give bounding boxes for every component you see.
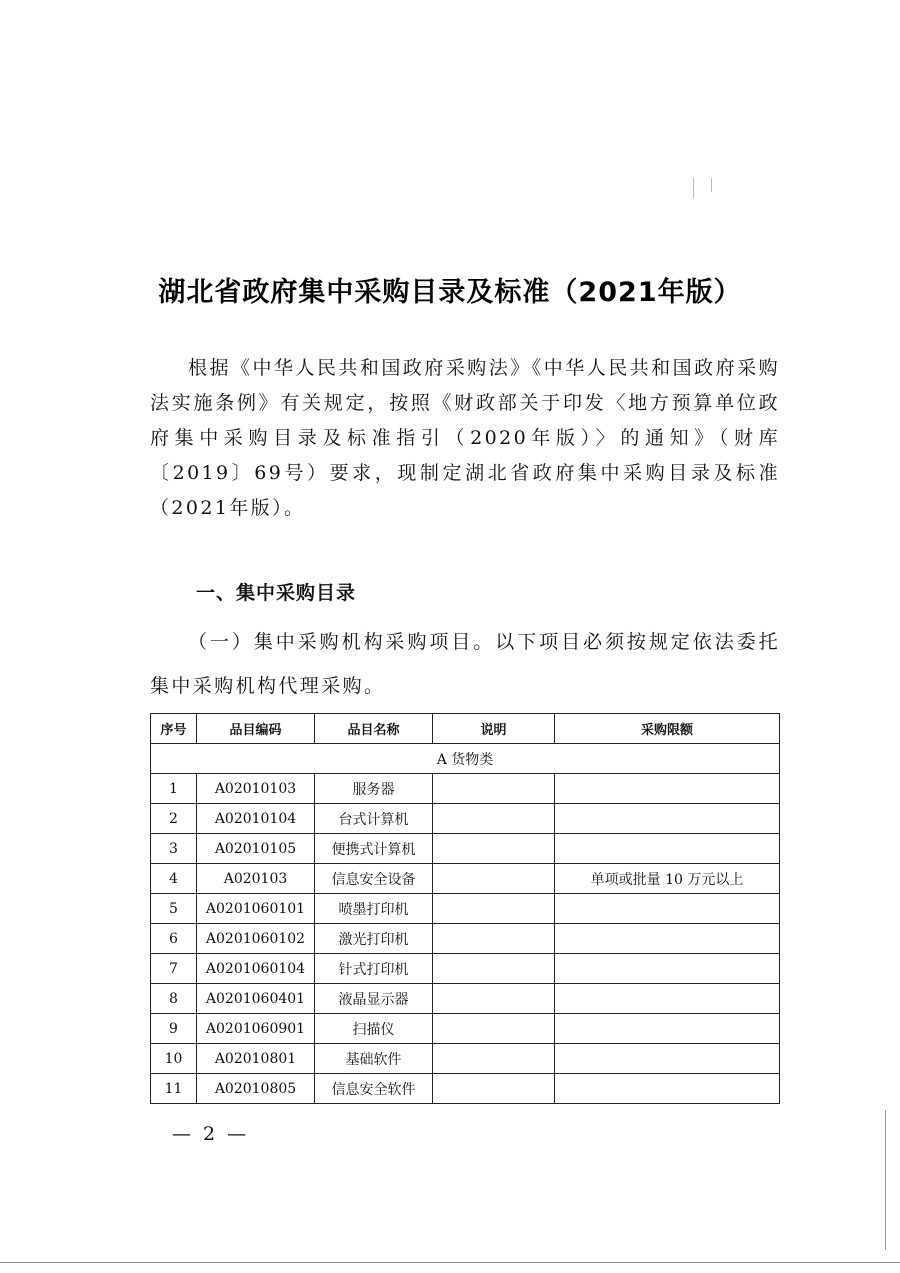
row-number: 7 xyxy=(151,954,197,984)
row-note xyxy=(433,924,555,954)
row-note xyxy=(433,984,555,1014)
row-number: 5 xyxy=(151,894,197,924)
row-code: A0201060101 xyxy=(197,894,315,924)
row-name: 台式计算机 xyxy=(315,804,433,834)
row-number: 11 xyxy=(151,1074,197,1104)
intro-paragraph: 根据《中华人民共和国政府采购法》《中华人民共和国政府采购法实施条例》有关规定，按照《财政部关于印发〈地方预算单位政府集中采购目录及标准指引（2020年版）〉的通知》（财库〔2019〕69号）要求，现制定湖北省政府集中采购目录及标准（2021年版）。 xyxy=(150,357,780,519)
row-limit: 单项或批量 10 万元以上 xyxy=(555,864,780,894)
table-row xyxy=(151,924,780,954)
row-code: A02010104 xyxy=(197,804,315,834)
scan-mark xyxy=(711,178,712,192)
table-row xyxy=(151,1014,780,1044)
table-header-row xyxy=(151,714,780,744)
row-limit xyxy=(555,924,780,954)
row-note xyxy=(433,834,555,864)
category-row xyxy=(151,744,780,774)
row-limit xyxy=(555,1074,780,1104)
header-name: 品目名称 xyxy=(315,714,433,744)
section-heading: 一、集中采购目录 xyxy=(196,582,357,604)
row-code: A020103 xyxy=(197,864,315,894)
row-limit xyxy=(555,834,780,864)
category-label: A 货物类 xyxy=(151,744,780,774)
row-code: A02010103 xyxy=(197,774,315,804)
table-row xyxy=(151,804,780,834)
table-row xyxy=(151,1074,780,1104)
row-number: 9 xyxy=(151,1014,197,1044)
row-number: 1 xyxy=(151,774,197,804)
row-code: A02010805 xyxy=(197,1074,315,1104)
row-note xyxy=(433,1014,555,1044)
table-row xyxy=(151,1044,780,1074)
row-number: 10 xyxy=(151,1044,197,1074)
table-row xyxy=(151,984,780,1014)
row-code: A02010105 xyxy=(197,834,315,864)
row-note xyxy=(433,1074,555,1104)
row-name: 液晶显示器 xyxy=(315,984,433,1014)
header-no: 序号 xyxy=(151,714,197,744)
table-row xyxy=(151,834,780,864)
header-code: 品目编码 xyxy=(197,714,315,744)
row-code: A0201060901 xyxy=(197,1014,315,1044)
row-number: 3 xyxy=(151,834,197,864)
table-row xyxy=(151,864,780,894)
row-code: A0201060102 xyxy=(197,924,315,954)
row-name: 服务器 xyxy=(315,774,433,804)
row-name: 喷墨打印机 xyxy=(315,894,433,924)
page-edge-right xyxy=(885,1110,886,1250)
row-code: A0201060104 xyxy=(197,954,315,984)
row-limit xyxy=(555,774,780,804)
table-row xyxy=(151,894,780,924)
row-name: 信息安全设备 xyxy=(315,864,433,894)
row-name: 激光打印机 xyxy=(315,924,433,954)
row-number: 6 xyxy=(151,924,197,954)
row-number: 4 xyxy=(151,864,197,894)
row-note xyxy=(433,804,555,834)
row-name: 信息安全软件 xyxy=(315,1074,433,1104)
subsection-paragraph: （一）集中采购机构采购项目。以下项目必须按规定依法委托集中采购机构代理采购。 xyxy=(150,631,780,697)
row-note xyxy=(433,1044,555,1074)
header-note: 说明 xyxy=(433,714,555,744)
row-number: 2 xyxy=(151,804,197,834)
row-name: 便携式计算机 xyxy=(315,834,433,864)
row-limit xyxy=(555,984,780,1014)
row-name: 针式打印机 xyxy=(315,954,433,984)
scan-mark xyxy=(693,178,694,198)
row-number: 8 xyxy=(151,984,197,1014)
row-note xyxy=(433,864,555,894)
row-note xyxy=(433,894,555,924)
page-number: — 2 — xyxy=(172,1123,250,1145)
page-edge-bottom xyxy=(0,1262,900,1263)
row-limit xyxy=(555,1044,780,1074)
row-note xyxy=(433,774,555,804)
row-code: A02010801 xyxy=(197,1044,315,1074)
document-title: 湖北省政府集中采购目录及标准（2021年版） xyxy=(158,277,742,308)
row-note xyxy=(433,954,555,984)
procurement-table xyxy=(150,713,780,1104)
header-limit: 采购限额 xyxy=(555,714,780,744)
row-code: A0201060401 xyxy=(197,984,315,1014)
row-limit xyxy=(555,954,780,984)
row-limit xyxy=(555,1014,780,1044)
table-row xyxy=(151,774,780,804)
row-name: 基础软件 xyxy=(315,1044,433,1074)
row-limit xyxy=(555,804,780,834)
table-row xyxy=(151,954,780,984)
row-name: 扫描仪 xyxy=(315,1014,433,1044)
row-limit xyxy=(555,894,780,924)
